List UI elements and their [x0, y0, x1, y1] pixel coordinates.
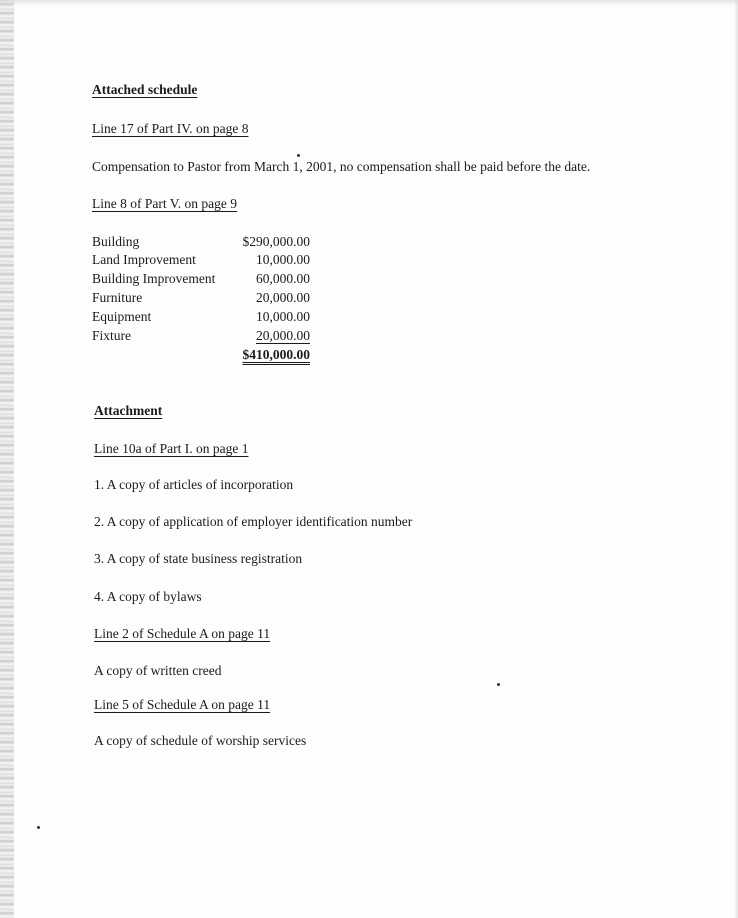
compensation-text: Compensation to Pastor from March 1, 2001, no compensation shall be paid before the date.	[92, 159, 591, 174]
worship-schedule-text: A copy of schedule of worship services	[94, 733, 307, 748]
list-item: 4. A copy of bylaws	[94, 589, 202, 604]
asset-amount: $290,000.00	[242, 234, 310, 249]
asset-amount: 20,000.00	[256, 328, 310, 343]
asset-label: Building Improvement	[92, 271, 216, 286]
heading-attached-schedule: Attached schedule	[92, 82, 198, 97]
asset-amount: 20,000.00	[256, 290, 310, 305]
section-line-17-part-iv: Line 17 of Part IV. on page 8	[92, 121, 249, 136]
asset-amount: 10,000.00	[256, 252, 310, 267]
list-item: 3. A copy of state business registration	[94, 551, 303, 566]
assets-total: $410,000.00	[242, 347, 310, 362]
section-line-8-part-v: Line 8 of Part V. on page 9	[92, 196, 237, 211]
asset-label: Fixture	[92, 328, 131, 343]
heading-attachment: Attachment	[94, 403, 163, 418]
asset-label: Land Improvement	[92, 252, 196, 267]
scan-edge-right	[734, 0, 738, 918]
asset-amount: 10,000.00	[256, 309, 310, 324]
section-line-2-schedule-a: Line 2 of Schedule A on page 11	[94, 626, 271, 641]
scan-speck	[497, 683, 500, 686]
written-creed-text: A copy of written creed	[94, 663, 222, 678]
asset-amount: 60,000.00	[256, 271, 310, 286]
scan-edge-left	[0, 0, 14, 918]
asset-label: Furniture	[92, 290, 143, 305]
section-line-5-schedule-a: Line 5 of Schedule A on page 11	[94, 697, 271, 712]
list-item: 2. A copy of application of employer identification number	[94, 514, 413, 529]
section-line-10a-part-i: Line 10a of Part I. on page 1	[94, 441, 249, 456]
scan-speck	[37, 826, 40, 829]
list-item: 1. A copy of articles of incorporation	[94, 477, 294, 492]
scan-speck	[297, 154, 300, 157]
asset-label: Equipment	[92, 309, 152, 324]
scan-edge-top	[0, 0, 738, 6]
asset-label: Building	[92, 234, 140, 249]
